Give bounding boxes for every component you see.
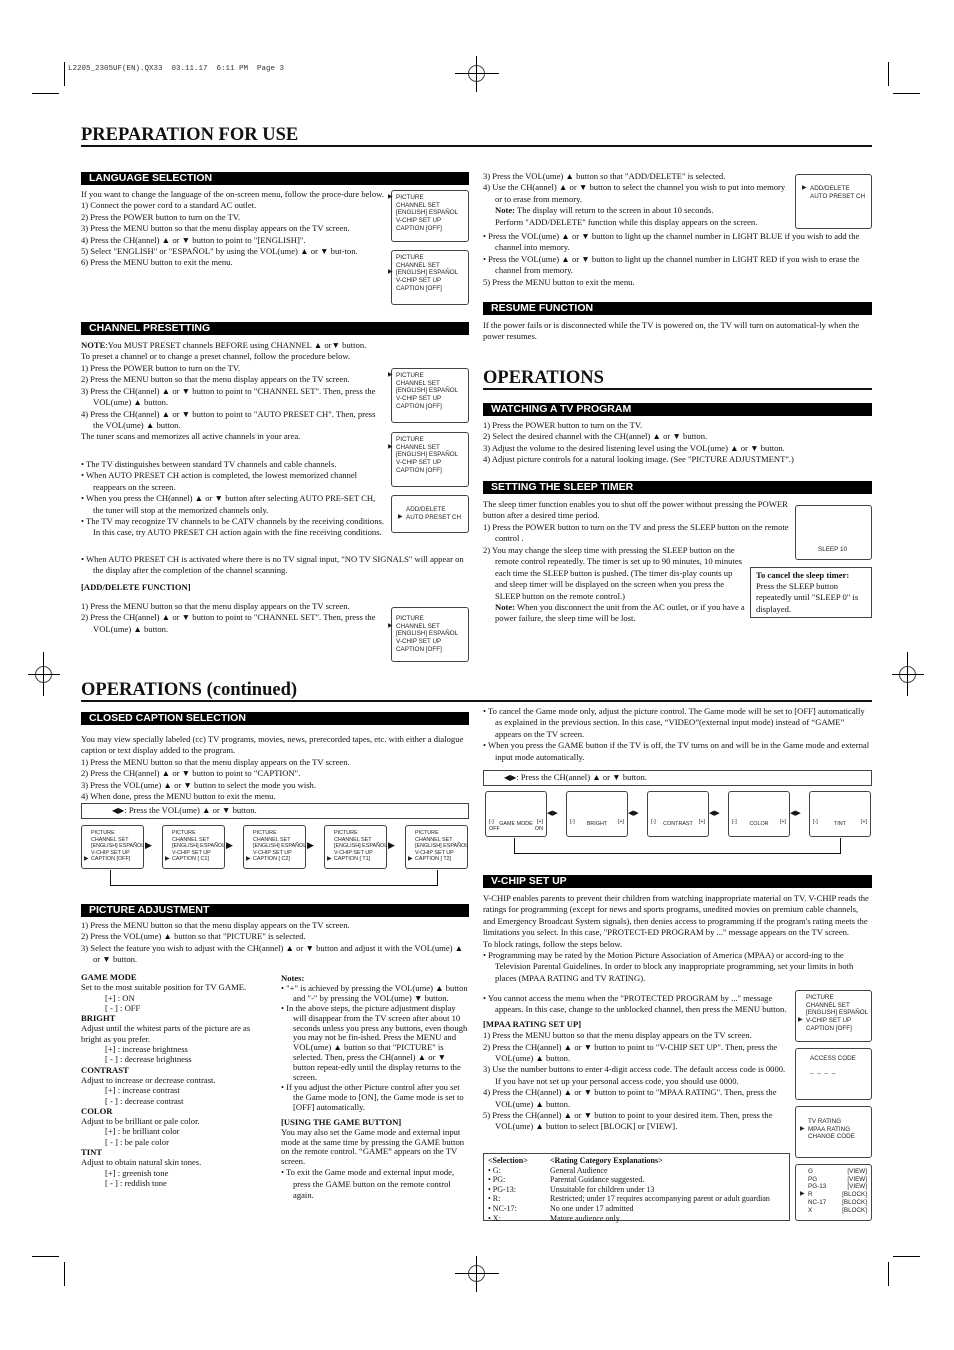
crop-mark [28, 674, 60, 675]
crop-mark [888, 1262, 889, 1286]
left-right-arrow-icon: ◀▶ [547, 809, 558, 817]
add-delete-screen: ▶ ADD/DELETE AUTO PRESET CH [795, 174, 872, 229]
right-arrow-icon: ▶ [226, 840, 233, 850]
sleep-screen: SLEEP 10 [795, 505, 872, 560]
rating-row: PG [VIEW] [808, 1175, 867, 1183]
menu-screen: PICTURE ▶ CHANNEL SET [ENGLISH] ESPAÑOL V-CHIP SET UP CAPTION [OFF] [391, 607, 469, 662]
picture-adjust-screen: [-] TINT [+] [809, 791, 871, 837]
sleep-steps: 2) You may change the sleep time with pressing the SLEEP button on the remote control repeatedly. The timer is set up to 90 minutes, 10 minutes each time the SLEEP button is pushed. (The timer dis-play counts up and sleep timer will be displayed on the screen when you press the SLEEP button on the remote control.) Note: When you disconnect the unit from the AC outlet, or if you have a power failure, the sleep time will be lost. [483, 545, 745, 624]
channel-preset-bullet-wide: • When AUTO PRESET CH is activated where there is no TV signal input, "NO TV SIGNALS" will appear on the display after the completion of the channel scanning. [ADD/DELETE FUNCTION] [81, 554, 464, 592]
rating-table-row: • PG: Parental Guidance suggested. [488, 1175, 645, 1185]
operations-continued-title: OPERATIONS (continued) [81, 680, 298, 700]
vchip-steps: • You cannot access the menu when the "PROTECTED PROGRAM by ..." message appears. In this case, change to the unblocked channel, then press the MENU button. [MPAA RATING SET UP] 1) Press the MENU button so that the menu display appears on the TV screen. 2) Press the CH(annel) ▲ or ▼ button to point to "V-CHIP SET UP". Then, press the VOL(ume) ▲ button. 3) Use the number buttons to enter 4-digit access code. The default access code is 0000. If you have not set up your personal access code, you should use 0000. 4) Press the CH(annel) ▲ or ▼ button to point to "MPAA RATING". Then, press the VOL(ume) ▲ button. 5) Press the CH(annel) ▲ or ▼ button to point to your desired item. Then, press the VOL(ume) ▲ button to select [BLOCK] or [VIEW]. [483, 993, 787, 1132]
rating-table: <Selection> <Rating Category Explanations> • G: General Audience • PG: Parental Guidance suggested. • PG-13: Unsuitable for children under 13 • R: Restricted; under 17 requires accompanying parent or adult guardian • NC-17: No one under 17 admitted • X: Mature audience only [483, 1153, 790, 1221]
section-header: CLOSED CAPTION SELECTION [81, 712, 469, 725]
crop-mark [32, 1256, 59, 1257]
rating-table-row: • PG-13: Unsuitable for children under 13 [488, 1184, 655, 1194]
add-delete-bullets: • Press the VOL(ume) ▲ or ▼ button to light up the channel number in LIGHT BLUE if you wish to add the channel into memory. • Press the VOL(ume) ▲ or ▼ button to light up the channel number in LIGHT RED if you wish to erase the channel from memory. 5) Press the MENU button to exit the menu. [483, 231, 860, 287]
menu-screen: ▶ PICTURE CHANNEL SET [ENGLISH] ESPAÑOL V-CHIP SET UP CAPTION [OFF] [391, 368, 469, 423]
legend-box: ◀▶: Press the VOL(ume) ▲ or ▼ button. [81, 803, 469, 819]
left-right-arrow-icon: ◀▶ [709, 809, 720, 817]
left-right-arrow-icon: ◀▶ [790, 809, 801, 817]
section-header: RESUME FUNCTION [483, 302, 872, 315]
picture-features: GAME MODE Set to the most suitable position for TV GAME. [+] : ON [ - ] : OFF BRIGHT Adjust until the whitest parts of the picture are as bright as you prefer. [+] : increase brightness [ - ] : decrease brightness CONTRAST Adjust to increase or decrease contrast. [+] : increase contrast [ - ] : decrease contrast COLOR Adjust to be brilliant or pale color. [+] : be brilliant color [ - ] : be pale color TINT Adjust to obtain natural skin tones. [+] : greenish tone [ - ] : reddish tone [81, 972, 251, 1188]
add-delete-screen: ADD/DELETE ▶ AUTO PRESET CH [391, 495, 469, 533]
rating-table-row: • NC-17: No one under 17 admitted [488, 1203, 634, 1213]
menu-screen: PICTURE ▶ CHANNEL SET [ENGLISH] ESPAÑOL V-CHIP SET UP CAPTION [OFF] [391, 432, 469, 487]
vchip-intro: V-CHIP enables parents to prevent their children from watching inappropriate material on TV. V-CHIP reads the ratings for programming (except for news and sports programs, unedited movies on premium cable channels, and Emergency Broadcast System signals), then denies access to programming if the program's rating meets the limitations you select. In this case, "PROTECT-ED PROGRAM by ..." message appears on the TV screen. To block ratings, follow the steps below. • Programming may be rated by the Motion Picture Association of America (MPAA) or accord-ing to the Television Parental Guidelines. In order to block any inappropriate programming, set your limits in both places (MPAA RATING and TV RATING). [483, 893, 869, 983]
resume-text: If the power fails or is disconnected while the TV is powered on, the TV will turn on automatical-ly when the power resumes. [483, 320, 860, 342]
loop-arrow [514, 853, 840, 854]
menu-screen: PICTURE CHANNEL SET [ENGLISH] ESPAÑOL ▶ V-CHIP SET UP CAPTION [OFF] [795, 990, 872, 1042]
channel-preset-steps: 1) Press the POWER button to turn on the TV. 2) Press the MENU button so that the menu display appears on the TV screen. 3) Press the CH(annel) ▲ or ▼ button to point to "CHANNEL SET". Then, press the VOL(ume) ▲ button. 4) Press the CH(annel) ▲ or ▼ button to point to "AUTO PRESET CH". Then, press the VOL(ume) ▲ button. The tuner scans and memorizes all active channels in your area. [81, 363, 376, 442]
file-header: L2205_2305UF(EN).QX33 03.11.17 6:11 PM Page 3 [68, 65, 285, 73]
cancel-sleep-box: To cancel the sleep timer: Press the SLEEP button repeatedly until "SLEEP 0" is displayed. [750, 567, 872, 618]
loop-arrow [110, 870, 111, 886]
menu-screen: ▶ PICTURE CHANNEL SET [ENGLISH] ESPAÑOL V-CHIP SET UP CAPTION [OFF] [391, 190, 469, 242]
add-delete-continued: 3) Press the VOL(ume) ▲ button so that "ADD/DELETE" is selected. 4) Use the CH(annel) ▲ or ▼ button to select the channel you wish to put into memory or to erase from memory. Note: The display will return to the screen in about 10 seconds. Perform "ADD/DELETE" function while this display appears on the screen. [483, 171, 786, 227]
mpaa-rating-screen [795, 1164, 872, 1221]
left-right-arrow-icon: ◀▶ [112, 806, 125, 815]
section-header: V-CHIP SET UP [483, 875, 872, 888]
rating-menu-screen: TV RATING ▶ MPAA RATING CHANGE CODE [795, 1106, 872, 1158]
caption-text: You may view specially labeled (cc) TV programs, movies, news, prerecorded tapes, etc. with either a dialogue caption or text display added to the program. 1) Press the MENU button so that the menu display appears on the TV screen. 2) Press the CH(annel) ▲ or ▼ button to point to "CAPTION". 3) Press the VOL(ume) ▲ or ▼ button to select the mode you wish. 4) When done, press the MENU button to exit the menu. [81, 734, 464, 802]
rating-table-row: • X: Mature audience only [488, 1213, 620, 1223]
caption-screen: PICTURE CHANNEL SET [ENGLISH] ESPAÑOL V-CHIP SET UP ▶ CAPTION [ C2] [243, 825, 306, 869]
access-code-screen: ACCESS CODE _ _ _ _ [795, 1048, 872, 1100]
watch-steps: 1) Press the POWER button to turn on the TV. 2) Select the desired channel with the CH(annel) ▲ or ▼ button. 3) Adjust the volume to the desired listening level using the VOL(ume) ▲ or ▼ button. 4) Adjust picture controls for a natural looking image. (See "PICTURE ADJUSTMENT".) [483, 420, 794, 465]
crop-mark [64, 62, 65, 86]
channel-preset-text: NOTE:You MUST PRESET channels BEFORE using CHANNEL ▲ or▼ button. To preset a channel or to change a preset channel, follow the procedure below. [81, 340, 367, 362]
right-arrow-icon: ▶ [388, 840, 395, 850]
left-right-arrow-icon: ◀▶ [504, 773, 517, 782]
picture-adjust-screen: [-] BRIGHT [+] [566, 791, 628, 837]
rating-row: ▶ R [BLOCK] [800, 1191, 867, 1199]
game-bullets: • To cancel the Game mode only, adjust the picture control. The Game mode will be set to [OFF] automatically as explained in the previous section. In this case, “VIDEO”(external input mode) instead of “GAME” appears on the TV screen. • When you press the GAME button if the TV is off, the TV turns on and will be in the Game mode and external input mode automatically. [483, 706, 870, 762]
crop-mark [32, 93, 59, 94]
section-header: SETTING THE SLEEP TIMER [483, 481, 872, 494]
left-right-arrow-icon: ◀▶ [628, 809, 639, 817]
crop-mark [893, 1256, 920, 1257]
language-text: If you want to change the language of the on-screen menu, follow the proce-dure below. 1) Connect the power cord to a standard AC outlet. 2) Press the POWER button to turn on the TV. 3) Press the MENU button so that the menu display appears on the TV screen. 4) Press the CH(annel) ▲ or ▼ button to point to "[ENGLISH]". 5) Select "ENGLISH" or "ESPAÑOL" by using the VOL(ume) ▲ or ▼ but-ton. 6) Press the MENU button to exit the menu. [81, 189, 384, 268]
caption-screen: PICTURE CHANNEL SET [ENGLISH] ESPAÑOL V-CHIP SET UP ▶ CAPTION [ C1] [162, 825, 225, 869]
crop-mark [888, 62, 889, 86]
caption-screen: PICTURE CHANNEL SET [ENGLISH] ESPAÑOL V-CHIP SET UP ▶ CAPTION [ T1] [324, 825, 387, 869]
crop-mark [455, 1273, 499, 1274]
section-header: PICTURE ADJUSTMENT [81, 904, 469, 917]
loop-arrow [514, 838, 515, 854]
rating-row: X [BLOCK] [808, 1206, 867, 1214]
rating-row: PG-13 [VIEW] [808, 1183, 867, 1191]
picture-adjust-screen: [-] COLOR [+] [728, 791, 790, 837]
picture-steps: 1) Press the MENU button so that the menu display appears on the TV screen. 2) Press the VOL(ume) ▲ button so that "PICTURE" is selected. 3) Select the feature you wish to adjust with the CH(annel) ▲ or ▼ button and adjust it with the VOL(ume) ▲ or ▼ button. [81, 920, 464, 965]
title-rule [483, 388, 872, 390]
section-header: LANGUAGE SELECTION [81, 172, 469, 185]
loop-arrow [840, 838, 841, 854]
page-title: PREPARATION FOR USE [81, 125, 299, 145]
picture-adjust-screen: [-] GAME MODE [+] OFF ON [485, 791, 547, 837]
sleep-text: The sleep timer function enables you to shut off the power without pressing the POWER button after a desired time period. 1) Press the POWER button to turn on the TV and press the SLEEP button on the remote control . [483, 499, 789, 544]
rating-row: G [VIEW] [808, 1168, 867, 1175]
title-rule [81, 700, 872, 702]
rating-row: NC-17 [BLOCK] [808, 1198, 867, 1206]
rating-table-row: • R: Restricted; under 17 requires accompanying parent or adult guardian [488, 1194, 770, 1204]
section-header: CHANNEL PRESETTING [81, 322, 469, 335]
caption-screen: PICTURE CHANNEL SET [ENGLISH] ESPAÑOL V-CHIP SET UP ▶ CAPTION [OFF] [81, 825, 144, 869]
loop-arrow [110, 885, 437, 886]
crop-mark [892, 674, 924, 675]
section-header: WATCHING A TV PROGRAM [483, 403, 872, 416]
operations-title: OPERATIONS [483, 368, 604, 388]
crop-mark [64, 1262, 65, 1286]
picture-notes: Notes: • "+" is achieved by pressing the VOL(ume) ▲ button and "-" by pressing the VOL(ume) ▼ button. • In the above steps, the picture adjustment display will disappear from the TV screen after about 10 seconds unless you press any buttons, even though you may not be fin-ished. Press the MENU and VOL(ume) ▲ button so that "PICTURE" is selected. Then, press the CH(annel) ▲ or ▼ button repeat-edly until the display returns to the screen. • If you adjust the other Picture control after you set the Game mode to [ON], the Game mode is set to [OFF] automatically. [USING THE GAME BUTTON] You may also set the Game mode and external input mode at the same time by pressing the GAME button on the remote control. “GAME” appears on the TV screen. • To exit the Game mode and external input mode, press the GAME button on the remote control again. [281, 973, 468, 1200]
loop-arrow [437, 870, 438, 886]
caption-screen: PICTURE CHANNEL SET [ENGLISH] ESPAÑOL V-CHIP SET UP ▶ CAPTION [ T2] [405, 825, 468, 869]
crop-mark [455, 73, 499, 74]
right-arrow-icon: ▶ [145, 840, 152, 850]
title-rule [81, 145, 872, 147]
right-arrow-icon: ▶ [307, 840, 314, 850]
picture-adjust-screen: [-] CONTRAST [+] [647, 791, 709, 837]
crop-mark [893, 93, 920, 94]
channel-preset-bullets: • The TV distinguishes between standard TV channels and cable channels. • When AUTO PRESET CH action is completed, the lowest memorized channel reappears on the screen. • When you press the CH(annel) ▲ or ▼ button after selecting AUTO PRE-SET CH, the tuner will stop at the memorized channels only. • The TV may recognize TV channels to be CATV channels by the receiving conditions. In this case, try AUTO PRESET CH action again with the fine receiving conditions. [81, 459, 385, 538]
rating-table-row: • G: General Audience [488, 1165, 608, 1175]
crop-mark [476, 56, 477, 92]
crop-mark [476, 1256, 477, 1292]
add-delete-steps: 1) Press the MENU button so that the menu display appears on the TV screen. 2) Press the CH(annel) ▲ or ▼ button to point to "CHANNEL SET". Then, press the VOL(ume) ▲ button. [81, 601, 376, 634]
legend-box: ◀▶: Press the CH(annel) ▲ or ▼ button. [483, 770, 872, 786]
menu-screen: PICTURE CHANNEL SET ▶ [ENGLISH] ESPAÑOL V-CHIP SET UP CAPTION [OFF] [391, 250, 469, 305]
